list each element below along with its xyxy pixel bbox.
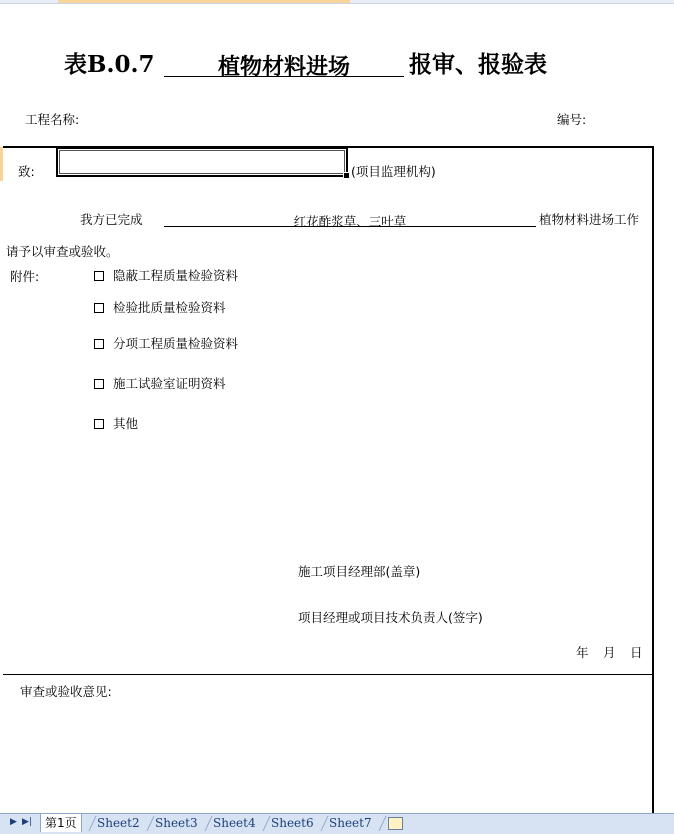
section-divider	[3, 674, 654, 675]
completed-value: 红花酢浆草、三叶草	[164, 212, 536, 227]
project-name-label: 工程名称:	[25, 112, 80, 127]
tab-separator	[379, 816, 387, 831]
checkbox-icon	[94, 303, 104, 313]
attachments-label: 附件:	[10, 269, 40, 284]
selected-cell-to[interactable]	[56, 147, 348, 177]
checkbox-icon	[94, 419, 104, 429]
cell-inner-border	[59, 150, 345, 174]
tab-sheet[interactable]: Sheet2	[97, 816, 140, 830]
manager-sign-label: 项目经理或项目技术负责人(签字)	[298, 610, 483, 625]
checkbox-icon	[94, 339, 104, 349]
column-header-strip	[0, 0, 674, 4]
tab-sheet[interactable]: Sheet3	[155, 816, 198, 830]
dept-stamp-label: 施工项目经理部(盖章)	[298, 564, 421, 579]
number-label: 编号:	[557, 112, 587, 127]
play-next-icon[interactable]: ▶	[10, 817, 17, 827]
form-title-suffix: 报审、报验表	[409, 51, 547, 78]
checkbox-icon	[94, 379, 104, 389]
tab-sheet[interactable]: Sheet6	[271, 816, 314, 830]
attachment-item: 分项工程质量检验资料	[94, 334, 238, 352]
attachment-item: 施工试验室证明资料	[94, 374, 226, 392]
attachment-item: 其他	[94, 414, 138, 432]
fill-handle[interactable]	[343, 172, 350, 179]
attachment-item: 隐蔽工程质量检验资料	[94, 266, 238, 284]
date-month-label: 月	[603, 645, 616, 660]
completed-label: 我方已完成	[80, 212, 143, 227]
new-sheet-icon[interactable]	[388, 817, 403, 830]
tab-sheet[interactable]: Sheet7	[329, 816, 372, 830]
tab-sheet[interactable]: 第1页	[40, 814, 82, 832]
sheet-tab-bar	[0, 813, 674, 834]
form-title-fill: 植物材料进场	[164, 50, 404, 77]
tab-sheet[interactable]: Sheet4	[213, 816, 256, 830]
to-label: 致:	[18, 164, 35, 179]
checkbox-icon	[94, 271, 104, 281]
date-day-label: 日	[630, 645, 643, 660]
request-text: 请予以审查或验收。	[6, 244, 119, 259]
completed-suffix: 植物材料进场工作	[539, 212, 640, 227]
attachment-item: 检验批质量检验资料	[94, 298, 226, 316]
selected-columns-highlight	[58, 0, 350, 3]
form-title-prefix: 表B.0.7	[64, 51, 155, 78]
review-opinion-label: 审查或验收意见:	[20, 684, 112, 699]
date-year-label: 年	[576, 645, 589, 660]
play-last-icon[interactable]: ▶|	[22, 817, 32, 827]
supervision-org-label: (项目监理机构)	[351, 164, 436, 179]
